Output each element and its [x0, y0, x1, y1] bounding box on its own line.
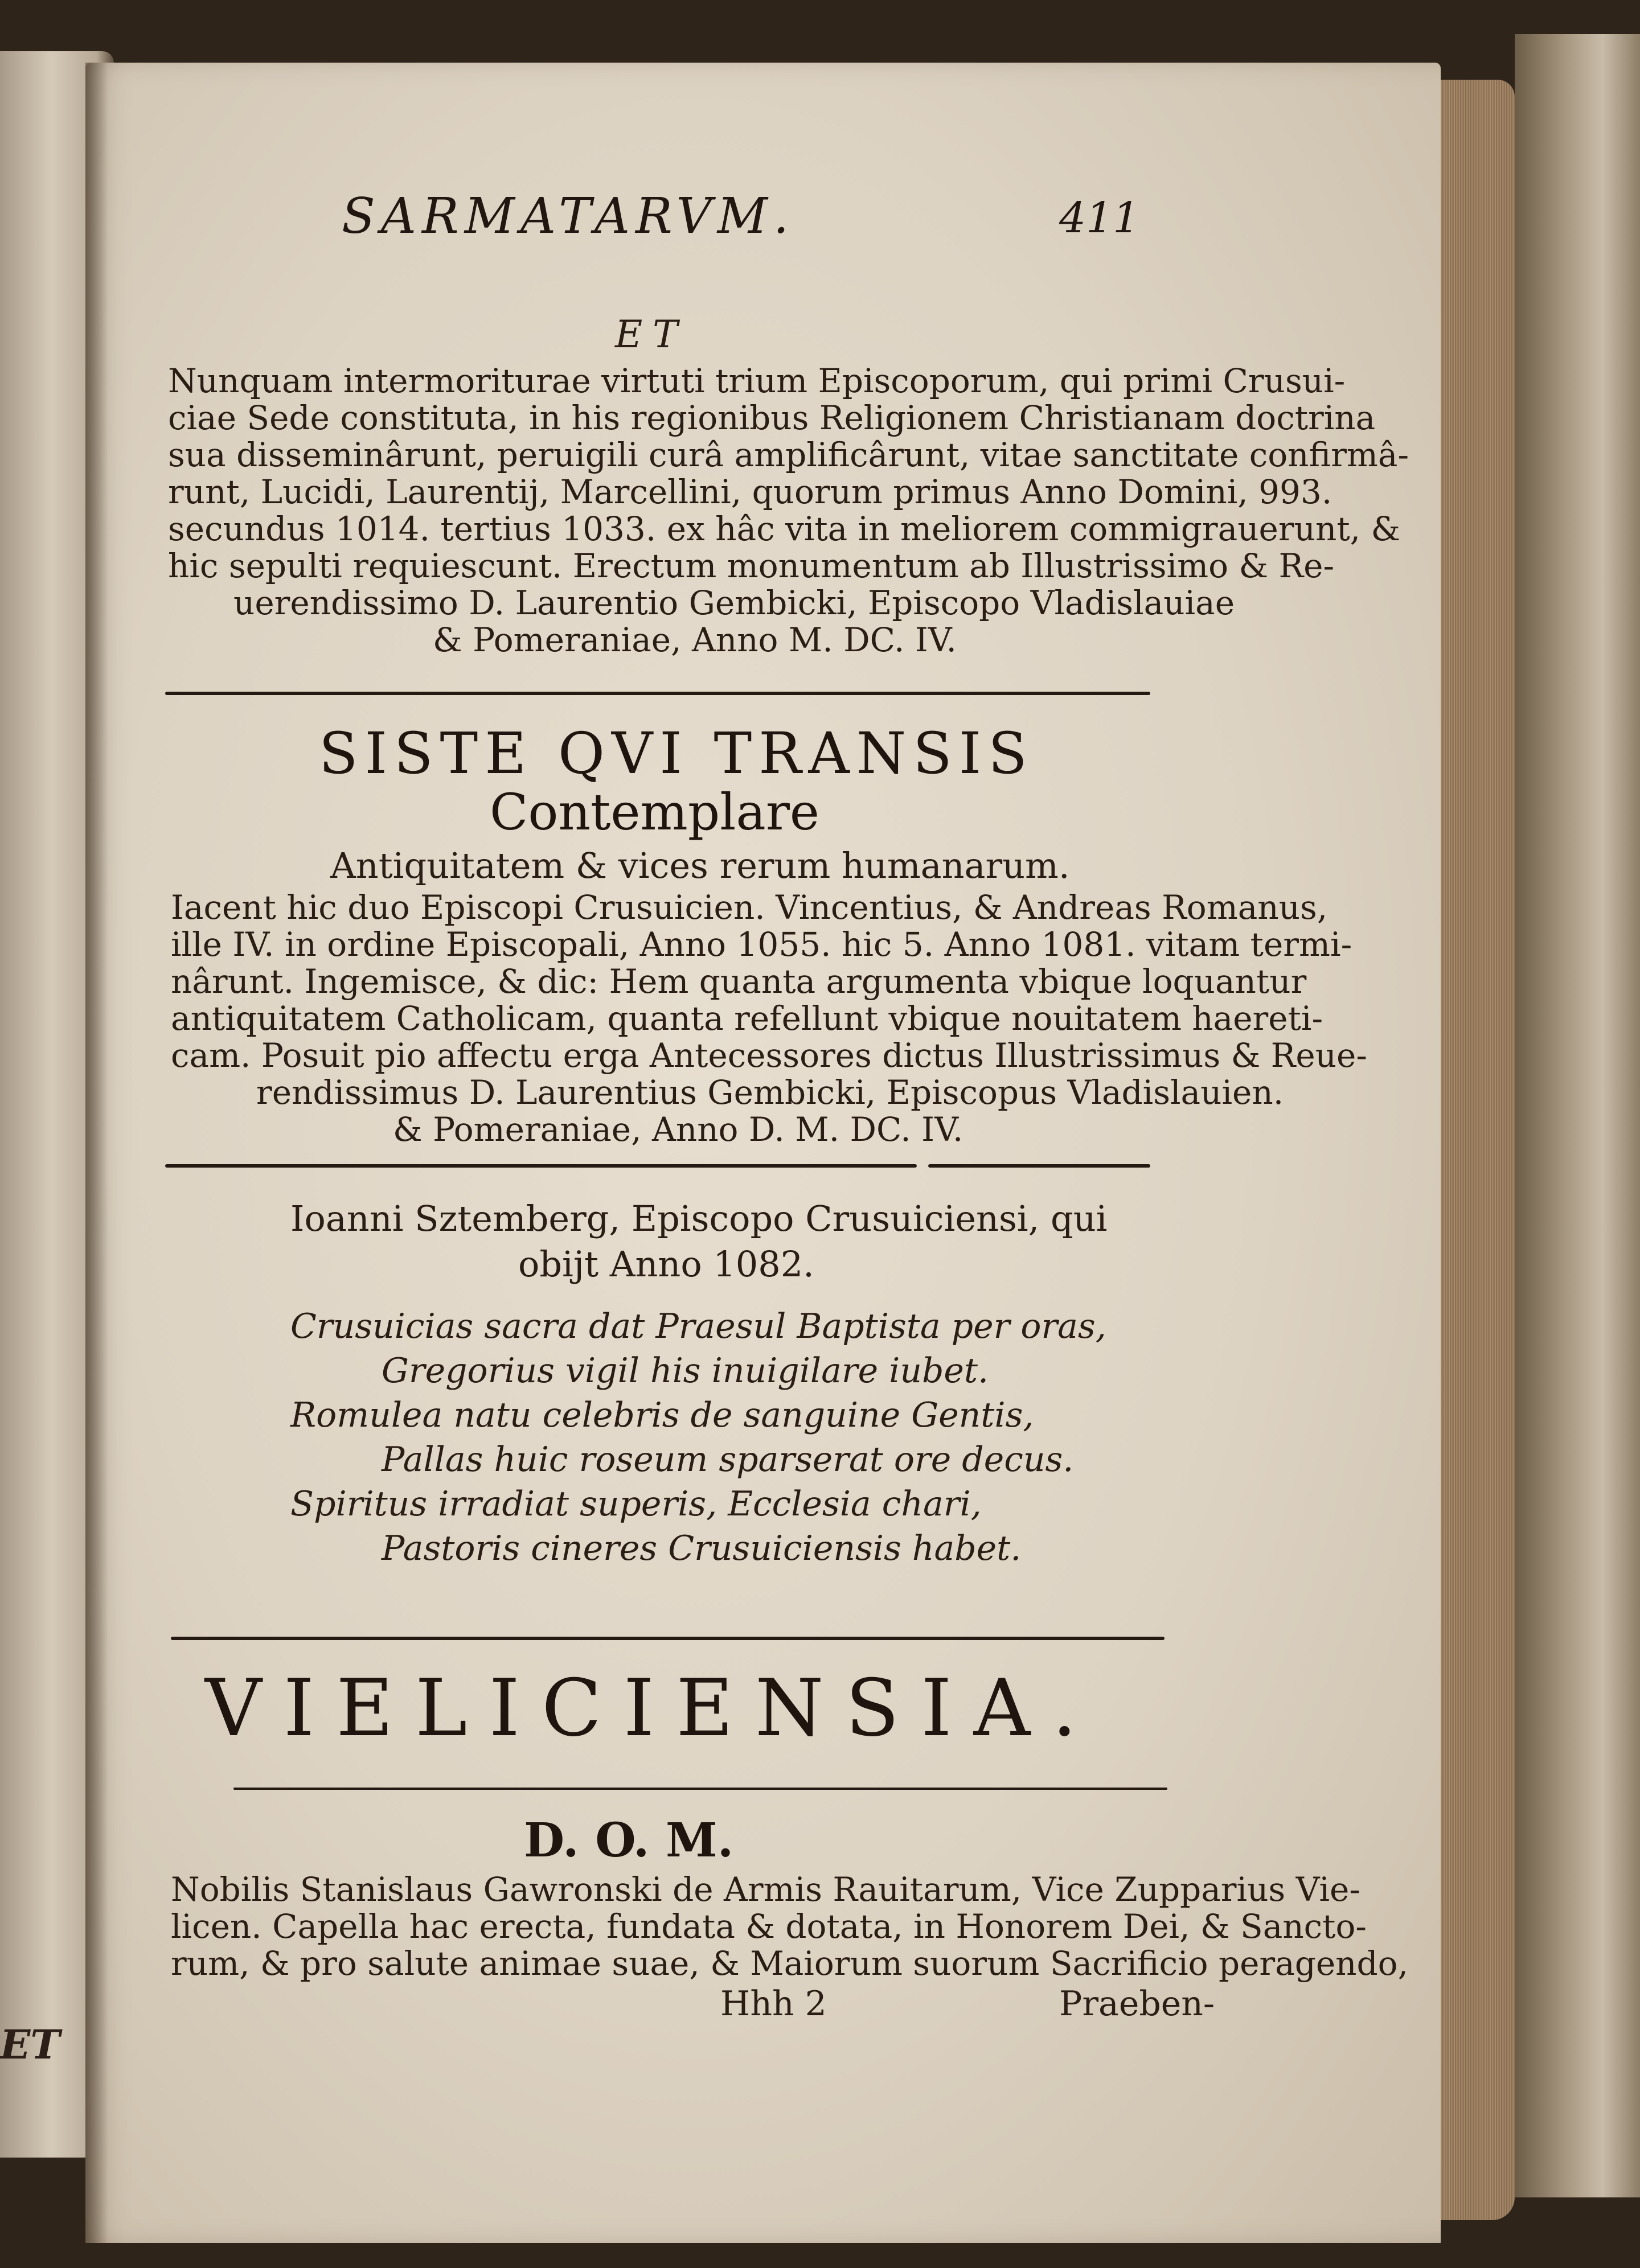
inscription2-line: cam. Posuit pio affectu erga Antecessores dictus Illustrissimus & Reue-: [171, 1036, 1367, 1075]
gutter-shadow: [85, 63, 108, 2243]
inscription1-line: hic sepulti requiescunt. Erectum monumentum ab Illustrissimo & Re-: [168, 547, 1335, 585]
inscription2-line3: Antiquitatem & vices rerum humanarum.: [330, 845, 1070, 886]
inscription2-line: nârunt. Ingemisce, & dic: Hem quanta argumenta vbique loquantur: [171, 962, 1307, 1001]
inscription1-line: runt, Lucidi, Laurentij, Marcellini, quorum primus Anno Domini, 993.: [168, 472, 1332, 511]
inscription3-line: Ioanni Sztemberg, Episcopo Crusuiciensi, qui: [290, 1198, 1108, 1239]
dedication: D. O. M.: [524, 1813, 734, 1868]
catchword: Praeben-: [1059, 1984, 1215, 2024]
section-line: licen. Capella hac erecta, fundata & dotata, in Honorem Dei, & Sancto-: [171, 1907, 1367, 1946]
horizontal-rule: [233, 1788, 1167, 1790]
verse-line: Gregorius vigil his inuigilare iubet.: [382, 1351, 989, 1391]
inscription2-line: Iacent hic duo Episcopi Crusuicien. Vincentius, & Andreas Romanus,: [171, 888, 1328, 927]
section-title: VIELICIENSIA.: [205, 1662, 1099, 1754]
inscription1-line: uerendissimo D. Laurentio Gembicki, Episcopo Vladislauiae: [233, 584, 1235, 622]
section-line: rum, & pro salute animae suae, & Maiorum suorum Sacrificio peragendo,: [171, 1944, 1409, 1983]
verse-line: Spiritus irradiat superis, Ecclesia chari,: [290, 1484, 982, 1524]
horizontal-rule: [165, 1164, 917, 1168]
inscription2-line: antiquitatem Catholicam, quanta refellunt vbique nouitatem haereti-: [171, 999, 1323, 1038]
inscription1-heading: ET: [615, 313, 688, 356]
section-line: Nobilis Stanislaus Gawronski de Armis Rauitarum, Vice Zupparius Vie-: [171, 1870, 1360, 1909]
inscription2-title: SISTE QVI TRANSIS: [319, 720, 1034, 787]
signature-mark: Hhh 2: [720, 1984, 827, 2024]
horizontal-rule: [171, 1637, 1165, 1640]
inscription1-line: Nunquam intermoriturae virtuti trium Episcoporum, qui primi Crusui-: [168, 361, 1346, 400]
inscription2-subtitle: Contemplare: [490, 783, 819, 841]
inscription2-line: rendissimus D. Laurentius Gembicki, Episcopus Vladislauien.: [256, 1073, 1284, 1112]
verse-line: Crusuicias sacra dat Praesul Baptista per oras,: [290, 1306, 1106, 1346]
inscription2-line: & Pomeraniae, Anno D. M. DC. IV.: [393, 1110, 964, 1149]
book-cover-edge: [1515, 34, 1640, 2197]
verse-line: Pallas huic roseum sparserat ore decus.: [382, 1440, 1074, 1480]
inscription1-line: secundus 1014. tertius 1033. ex hâc vita in meliorem commigrauerunt, &: [168, 510, 1401, 548]
verse-line: Romulea natu celebris de sanguine Gentis,: [290, 1395, 1034, 1435]
inscription1-line: ciae Sede constituta, in his regionibus Religionem Christianam doctrina: [168, 398, 1376, 437]
verse-line: Pastoris cineres Crusuiciensis habet.: [382, 1529, 1022, 1568]
inscription2-line: ille IV. in ordine Episcopali, Anno 1055. hic 5. Anno 1081. vitam termi-: [171, 925, 1352, 964]
inscription3-line: obijt Anno 1082.: [518, 1243, 814, 1285]
horizontal-rule: [928, 1164, 1150, 1168]
horizontal-rule: [165, 692, 1150, 695]
inscription1-line: & Pomeraniae, Anno M. DC. IV.: [433, 621, 957, 659]
inscription1-line: sua disseminârunt, peruigili curâ amplificârunt, vitae sanctitate confirmâ-: [168, 435, 1409, 474]
left-page-catchword: ET: [0, 2021, 60, 2068]
running-title: SARMATARVM.: [342, 188, 795, 245]
page-number: 411: [1059, 194, 1140, 243]
